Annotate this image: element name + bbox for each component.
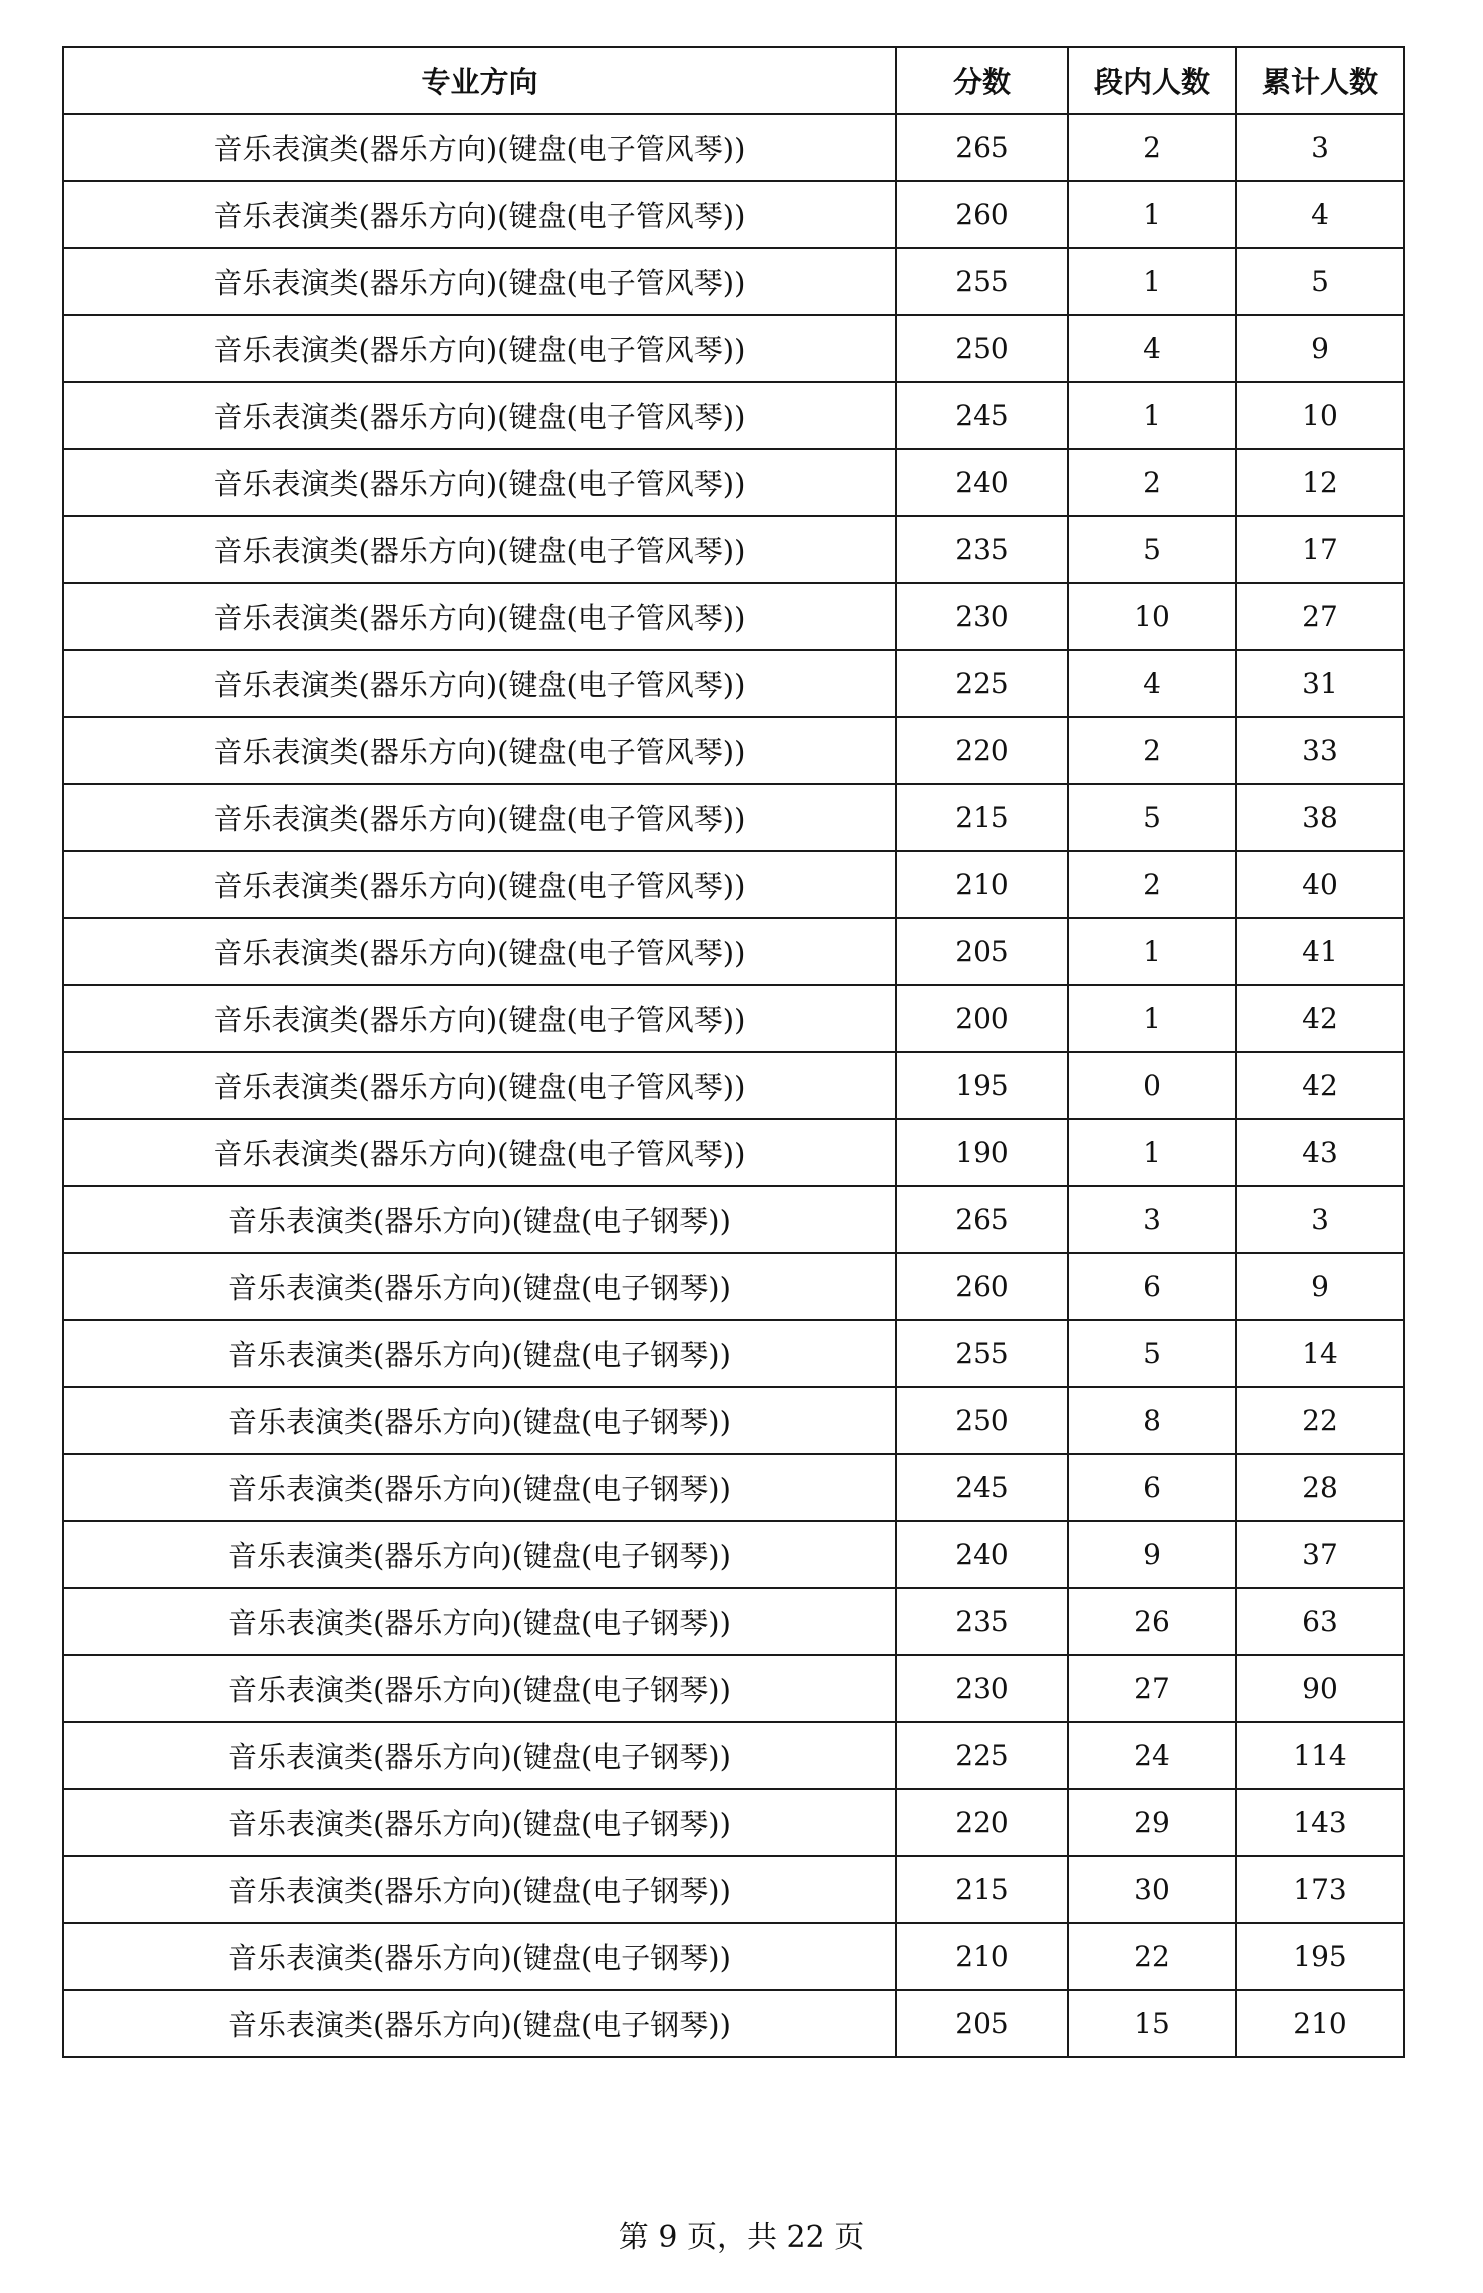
- cell-cumulative-count: 90: [1236, 1655, 1404, 1722]
- cell-segment-count: 4: [1068, 650, 1236, 717]
- table-row: [63, 1856, 1404, 1923]
- table-row: [63, 1454, 1404, 1521]
- cell-segment-count: 1: [1068, 248, 1236, 315]
- table-row: [63, 918, 1404, 985]
- table-row: [63, 248, 1404, 315]
- table-row: [63, 1990, 1404, 2057]
- cell-score: 225: [896, 1722, 1068, 1789]
- cell-score: 250: [896, 1387, 1068, 1454]
- cell-score: 265: [896, 1186, 1068, 1253]
- table-row: [63, 985, 1404, 1052]
- header-cumulative-count: 累计人数: [1236, 47, 1404, 114]
- cell-major: 音乐表演类(器乐方向)(键盘(电子钢琴)): [63, 1655, 896, 1722]
- cell-major: 音乐表演类(器乐方向)(键盘(电子管风琴)): [63, 918, 896, 985]
- cell-score: 220: [896, 717, 1068, 784]
- cell-cumulative-count: 210: [1236, 1990, 1404, 2057]
- cell-segment-count: 5: [1068, 1320, 1236, 1387]
- header-major: 专业方向: [63, 47, 896, 114]
- cell-score: 200: [896, 985, 1068, 1052]
- cell-segment-count: 30: [1068, 1856, 1236, 1923]
- cell-segment-count: 1: [1068, 985, 1236, 1052]
- cell-cumulative-count: 14: [1236, 1320, 1404, 1387]
- cell-major: 音乐表演类(器乐方向)(键盘(电子管风琴)): [63, 315, 896, 382]
- cell-score: 190: [896, 1119, 1068, 1186]
- cell-cumulative-count: 43: [1236, 1119, 1404, 1186]
- cell-major: 音乐表演类(器乐方向)(键盘(电子管风琴)): [63, 516, 896, 583]
- cell-segment-count: 24: [1068, 1722, 1236, 1789]
- cell-score: 215: [896, 1856, 1068, 1923]
- cell-segment-count: 10: [1068, 583, 1236, 650]
- table-row: [63, 449, 1404, 516]
- cell-segment-count: 2: [1068, 449, 1236, 516]
- cell-segment-count: 27: [1068, 1655, 1236, 1722]
- cell-major: 音乐表演类(器乐方向)(键盘(电子钢琴)): [63, 1253, 896, 1320]
- cell-major: 音乐表演类(器乐方向)(键盘(电子管风琴)): [63, 449, 896, 516]
- cell-score: 220: [896, 1789, 1068, 1856]
- cell-cumulative-count: 41: [1236, 918, 1404, 985]
- table-row: [63, 181, 1404, 248]
- table-row: [63, 1052, 1404, 1119]
- header-row: [63, 47, 1404, 114]
- cell-major: 音乐表演类(器乐方向)(键盘(电子钢琴)): [63, 1588, 896, 1655]
- cell-score: 230: [896, 583, 1068, 650]
- cell-segment-count: 2: [1068, 114, 1236, 181]
- cell-major: 音乐表演类(器乐方向)(键盘(电子管风琴)): [63, 181, 896, 248]
- table-row: [63, 1923, 1404, 1990]
- cell-score: 235: [896, 1588, 1068, 1655]
- table-body: [63, 114, 1404, 2057]
- table-row: [63, 1722, 1404, 1789]
- cell-major: 音乐表演类(器乐方向)(键盘(电子钢琴)): [63, 1387, 896, 1454]
- cell-score: 245: [896, 1454, 1068, 1521]
- table-row: [63, 1186, 1404, 1253]
- cell-major: 音乐表演类(器乐方向)(键盘(电子钢琴)): [63, 1521, 896, 1588]
- cell-cumulative-count: 4: [1236, 181, 1404, 248]
- cell-segment-count: 5: [1068, 516, 1236, 583]
- cell-cumulative-count: 38: [1236, 784, 1404, 851]
- cell-score: 230: [896, 1655, 1068, 1722]
- cell-score: 225: [896, 650, 1068, 717]
- cell-major: 音乐表演类(器乐方向)(键盘(电子管风琴)): [63, 717, 896, 784]
- table-row: [63, 784, 1404, 851]
- table-row: [63, 315, 1404, 382]
- cell-cumulative-count: 12: [1236, 449, 1404, 516]
- cell-cumulative-count: 9: [1236, 315, 1404, 382]
- cell-major: 音乐表演类(器乐方向)(键盘(电子管风琴)): [63, 583, 896, 650]
- cell-cumulative-count: 114: [1236, 1722, 1404, 1789]
- cell-cumulative-count: 195: [1236, 1923, 1404, 1990]
- cell-segment-count: 2: [1068, 717, 1236, 784]
- table-row: [63, 382, 1404, 449]
- cell-major: 音乐表演类(器乐方向)(键盘(电子管风琴)): [63, 1052, 896, 1119]
- table-row: [63, 114, 1404, 181]
- cell-segment-count: 2: [1068, 851, 1236, 918]
- cell-cumulative-count: 42: [1236, 985, 1404, 1052]
- cell-score: 195: [896, 1052, 1068, 1119]
- cell-score: 260: [896, 1253, 1068, 1320]
- cell-major: 音乐表演类(器乐方向)(键盘(电子钢琴)): [63, 1320, 896, 1387]
- table-row: [63, 650, 1404, 717]
- table-row: [63, 516, 1404, 583]
- cell-major: 音乐表演类(器乐方向)(键盘(电子钢琴)): [63, 1186, 896, 1253]
- table-row: [63, 1253, 1404, 1320]
- table-row: [63, 1588, 1404, 1655]
- cell-major: 音乐表演类(器乐方向)(键盘(电子钢琴)): [63, 1990, 896, 2057]
- cell-score: 265: [896, 114, 1068, 181]
- cell-segment-count: 29: [1068, 1789, 1236, 1856]
- cell-score: 255: [896, 248, 1068, 315]
- cell-cumulative-count: 3: [1236, 1186, 1404, 1253]
- cell-major: 音乐表演类(器乐方向)(键盘(电子管风琴)): [63, 650, 896, 717]
- table-row: [63, 583, 1404, 650]
- cell-major: 音乐表演类(器乐方向)(键盘(电子管风琴)): [63, 851, 896, 918]
- cell-cumulative-count: 3: [1236, 114, 1404, 181]
- cell-cumulative-count: 63: [1236, 1588, 1404, 1655]
- cell-cumulative-count: 42: [1236, 1052, 1404, 1119]
- cell-score: 255: [896, 1320, 1068, 1387]
- page-number-footer: 第 9 页，共 22 页: [618, 2220, 865, 2255]
- cell-major: 音乐表演类(器乐方向)(键盘(电子管风琴)): [63, 248, 896, 315]
- cell-score: 260: [896, 181, 1068, 248]
- cell-score: 240: [896, 1521, 1068, 1588]
- score-distribution-table: [62, 46, 1405, 2058]
- cell-segment-count: 9: [1068, 1521, 1236, 1588]
- cell-score: 210: [896, 1923, 1068, 1990]
- cell-score: 205: [896, 1990, 1068, 2057]
- cell-major: 音乐表演类(器乐方向)(键盘(电子管风琴)): [63, 382, 896, 449]
- table-row: [63, 1521, 1404, 1588]
- cell-score: 250: [896, 315, 1068, 382]
- cell-segment-count: 15: [1068, 1990, 1236, 2057]
- cell-segment-count: 22: [1068, 1923, 1236, 1990]
- cell-major: 音乐表演类(器乐方向)(键盘(电子钢琴)): [63, 1454, 896, 1521]
- cell-cumulative-count: 31: [1236, 650, 1404, 717]
- header-segment-count: 段内人数: [1068, 47, 1236, 114]
- cell-score: 205: [896, 918, 1068, 985]
- cell-segment-count: 5: [1068, 784, 1236, 851]
- cell-score: 215: [896, 784, 1068, 851]
- table-row: [63, 1387, 1404, 1454]
- cell-cumulative-count: 33: [1236, 717, 1404, 784]
- table-row: [63, 1789, 1404, 1856]
- cell-segment-count: 26: [1068, 1588, 1236, 1655]
- cell-major: 音乐表演类(器乐方向)(键盘(电子管风琴)): [63, 1119, 896, 1186]
- cell-cumulative-count: 37: [1236, 1521, 1404, 1588]
- cell-cumulative-count: 17: [1236, 516, 1404, 583]
- cell-segment-count: 1: [1068, 382, 1236, 449]
- cell-score: 235: [896, 516, 1068, 583]
- cell-segment-count: 6: [1068, 1454, 1236, 1521]
- cell-segment-count: 1: [1068, 918, 1236, 985]
- cell-major: 音乐表演类(器乐方向)(键盘(电子管风琴)): [63, 985, 896, 1052]
- cell-segment-count: 8: [1068, 1387, 1236, 1454]
- cell-major: 音乐表演类(器乐方向)(键盘(电子钢琴)): [63, 1789, 896, 1856]
- cell-segment-count: 1: [1068, 181, 1236, 248]
- cell-cumulative-count: 27: [1236, 583, 1404, 650]
- cell-segment-count: 1: [1068, 1119, 1236, 1186]
- cell-segment-count: 4: [1068, 315, 1236, 382]
- cell-major: 音乐表演类(器乐方向)(键盘(电子管风琴)): [63, 114, 896, 181]
- table-row: [63, 851, 1404, 918]
- table-row: [63, 1119, 1404, 1186]
- table-row: [63, 1655, 1404, 1722]
- cell-cumulative-count: 173: [1236, 1856, 1404, 1923]
- cell-major: 音乐表演类(器乐方向)(键盘(电子管风琴)): [63, 784, 896, 851]
- cell-segment-count: 0: [1068, 1052, 1236, 1119]
- cell-score: 245: [896, 382, 1068, 449]
- cell-cumulative-count: 143: [1236, 1789, 1404, 1856]
- cell-segment-count: 3: [1068, 1186, 1236, 1253]
- cell-major: 音乐表演类(器乐方向)(键盘(电子钢琴)): [63, 1722, 896, 1789]
- cell-segment-count: 6: [1068, 1253, 1236, 1320]
- table-header: [63, 47, 1404, 114]
- cell-cumulative-count: 28: [1236, 1454, 1404, 1521]
- cell-score: 240: [896, 449, 1068, 516]
- cell-cumulative-count: 5: [1236, 248, 1404, 315]
- table-row: [63, 717, 1404, 784]
- table-row: [63, 1320, 1404, 1387]
- cell-cumulative-count: 10: [1236, 382, 1404, 449]
- cell-major: 音乐表演类(器乐方向)(键盘(电子钢琴)): [63, 1856, 896, 1923]
- header-score: 分数: [896, 47, 1068, 114]
- cell-major: 音乐表演类(器乐方向)(键盘(电子钢琴)): [63, 1923, 896, 1990]
- cell-cumulative-count: 40: [1236, 851, 1404, 918]
- cell-score: 210: [896, 851, 1068, 918]
- cell-cumulative-count: 9: [1236, 1253, 1404, 1320]
- cell-cumulative-count: 22: [1236, 1387, 1404, 1454]
